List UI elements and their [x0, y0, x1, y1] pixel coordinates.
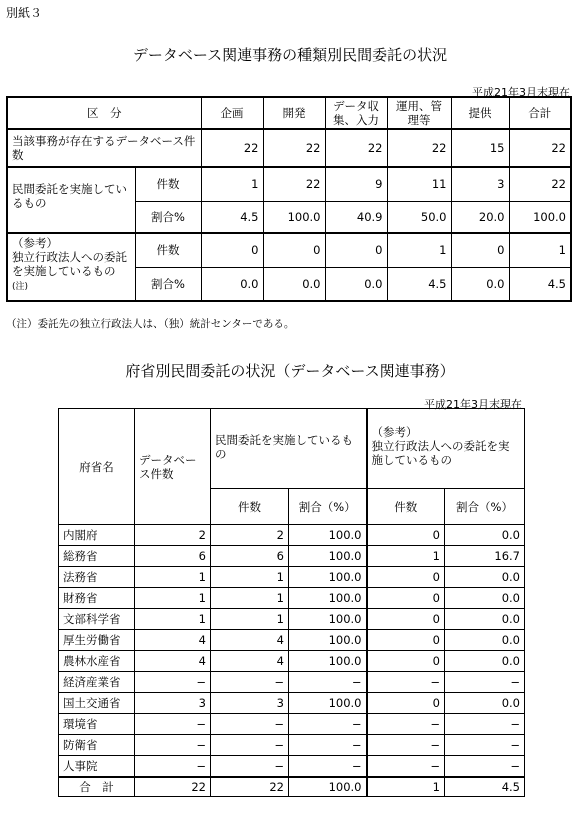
row-ref-label: 独立行政法人への委託を実施しているもの: [12, 250, 127, 278]
db-count: −: [135, 735, 211, 756]
table-row: [59, 735, 525, 756]
ministry-name: 環境省: [59, 714, 135, 735]
ministry-name: 文部科学省: [59, 609, 135, 630]
ref-count: −: [367, 714, 445, 735]
footnote: （注）委託先の独立行政法人は、（独）統計センターである。: [6, 318, 295, 330]
as-of-date-2: 平成21年3月末現在: [424, 398, 522, 411]
private-count: −: [211, 714, 289, 735]
ref-count: 1: [367, 546, 445, 567]
row-ref-label-cell: [7, 233, 135, 301]
title-type-table: データベース関連事務の種類別民間委託の状況: [132, 46, 448, 64]
ref-count: −: [367, 756, 445, 777]
db-count: 1: [135, 609, 211, 630]
ministry-name: 厚生労働省: [59, 630, 135, 651]
row-private-count: 1: [201, 167, 263, 201]
private-ratio: 100.0: [289, 588, 367, 609]
table-row: [59, 651, 525, 672]
ref-ratio: 0.0: [445, 609, 525, 630]
ref-count: 0: [367, 693, 445, 714]
row-exist-value: 22: [201, 129, 263, 167]
db-count: 2: [135, 525, 211, 546]
header-ref-ratio: 割合（%）: [445, 489, 525, 525]
row-private-count: 11: [387, 167, 451, 201]
ministry-table: [58, 408, 525, 797]
db-count: 4: [135, 651, 211, 672]
db-count: −: [135, 756, 211, 777]
private-count: 3: [211, 693, 289, 714]
db-count: 1: [135, 588, 211, 609]
row-exist-value: 22: [509, 129, 571, 167]
header-ref-cell: [367, 409, 525, 489]
header-col: 合計: [509, 97, 571, 129]
row-exist-value: 22: [325, 129, 387, 167]
total-label: 合 計: [59, 777, 135, 797]
header-private: 民間委託を実施しているもの: [211, 409, 367, 489]
ref-count: 0: [367, 588, 445, 609]
row-ref-ratio: 0.0: [451, 267, 509, 301]
private-count: 2: [211, 525, 289, 546]
total-private-count: 22: [211, 777, 289, 797]
table-row: [59, 672, 525, 693]
ministry-rows: [59, 525, 525, 777]
row-private-ratio: 50.0: [387, 201, 451, 233]
header-db-count: データベース件数: [135, 409, 211, 525]
row-exist-value: 15: [451, 129, 509, 167]
db-count: 4: [135, 630, 211, 651]
row-ref-note-mark: (注): [12, 282, 29, 292]
ref-count: 0: [367, 630, 445, 651]
row-ref-ratio: 4.5: [387, 267, 451, 301]
row-private-ratio: 100.0: [509, 201, 571, 233]
private-ratio: 100.0: [289, 546, 367, 567]
ministry-name: 財務省: [59, 588, 135, 609]
header-kubun: 区 分: [7, 97, 201, 129]
private-count: 1: [211, 567, 289, 588]
ref-ratio: 0.0: [445, 525, 525, 546]
table-row: [59, 567, 525, 588]
ref-count: 0: [367, 525, 445, 546]
table-row: [59, 588, 525, 609]
row-ref-count: 0: [325, 233, 387, 267]
ref-count: 0: [367, 651, 445, 672]
ministry-name: 総務省: [59, 546, 135, 567]
private-ratio: 100.0: [289, 630, 367, 651]
ref-ratio: 0.0: [445, 693, 525, 714]
total-ref-count: 1: [367, 777, 445, 797]
row-ref-ratio: 0.0: [263, 267, 325, 301]
header-ref: 独立行政法人への委託を実施しているもの: [371, 439, 510, 467]
ref-count: −: [367, 672, 445, 693]
private-ratio: 100.0: [289, 525, 367, 546]
private-ratio: 100.0: [289, 651, 367, 672]
total-db: 22: [135, 777, 211, 797]
ref-ratio: 0.0: [445, 651, 525, 672]
row-private-ratio-label: 割合%: [135, 201, 201, 233]
ref-ratio: −: [445, 756, 525, 777]
row-private-ratio: 4.5: [201, 201, 263, 233]
header-col: データ収集、入力: [325, 97, 387, 129]
row-ref-prefix: （参考）: [12, 236, 58, 250]
ministry-name: 経済産業省: [59, 672, 135, 693]
row-private-count: 3: [451, 167, 509, 201]
row-private-count: 9: [325, 167, 387, 201]
row-exist-label: 当該事務が存在するデータベース件数: [7, 129, 201, 167]
ministry-name: 農林水産省: [59, 651, 135, 672]
db-count: 3: [135, 693, 211, 714]
private-ratio: −: [289, 756, 367, 777]
type-table: [6, 96, 572, 302]
ministry-name: 法務省: [59, 567, 135, 588]
table-row: [59, 714, 525, 735]
private-count: 6: [211, 546, 289, 567]
row-ref-count: 0: [263, 233, 325, 267]
row-private-count: 22: [263, 167, 325, 201]
db-count: −: [135, 672, 211, 693]
private-count: 4: [211, 651, 289, 672]
total-ref-ratio: 4.5: [445, 777, 525, 797]
ref-count: 0: [367, 567, 445, 588]
row-ref-count-label: 件数: [135, 233, 201, 267]
private-ratio: −: [289, 735, 367, 756]
row-exist-value: 22: [263, 129, 325, 167]
ref-ratio: −: [445, 714, 525, 735]
table-row: [59, 609, 525, 630]
header-col: 運用、管理等: [387, 97, 451, 129]
private-ratio: 100.0: [289, 693, 367, 714]
ref-count: −: [367, 735, 445, 756]
private-count: 1: [211, 609, 289, 630]
row-private-count-label: 件数: [135, 167, 201, 201]
header-col: 企画: [201, 97, 263, 129]
as-of-date-1: 平成21年3月末現在: [472, 86, 570, 99]
ref-ratio: 0.0: [445, 588, 525, 609]
private-ratio: −: [289, 672, 367, 693]
header-ref-prefix: （参考）: [371, 425, 418, 439]
row-ref-count: 0: [451, 233, 509, 267]
row-private-label: 民間委託を実施しているもの: [7, 167, 135, 233]
ministry-name: 防衛省: [59, 735, 135, 756]
private-ratio: −: [289, 714, 367, 735]
row-ref-ratio-label: 割合%: [135, 267, 201, 301]
private-ratio: 100.0: [289, 609, 367, 630]
header-private-count: 件数: [211, 489, 289, 525]
db-count: −: [135, 714, 211, 735]
table-row-total: [59, 777, 525, 797]
header-ministry: 府省名: [59, 409, 135, 525]
header-private-ratio: 割合（%）: [289, 489, 367, 525]
row-exist-value: 22: [387, 129, 451, 167]
ref-ratio: 0.0: [445, 567, 525, 588]
row-ref-count: 1: [509, 233, 571, 267]
private-count: −: [211, 672, 289, 693]
ref-ratio: −: [445, 672, 525, 693]
private-ratio: 100.0: [289, 567, 367, 588]
header-col: 提供: [451, 97, 509, 129]
ministry-name: 人事院: [59, 756, 135, 777]
title-ministry-table: 府省別民間委託の状況（データベース関連事務）: [125, 362, 455, 380]
row-ref-ratio: 0.0: [325, 267, 387, 301]
table-row: [59, 546, 525, 567]
private-count: −: [211, 756, 289, 777]
ref-count: 0: [367, 609, 445, 630]
private-count: 4: [211, 630, 289, 651]
ministry-name: 内閣府: [59, 525, 135, 546]
private-count: −: [211, 735, 289, 756]
ref-ratio: −: [445, 735, 525, 756]
table-row: [59, 756, 525, 777]
row-ref-ratio: 4.5: [509, 267, 571, 301]
row-private-ratio: 100.0: [263, 201, 325, 233]
ref-ratio: 0.0: [445, 630, 525, 651]
row-private-ratio: 40.9: [325, 201, 387, 233]
table-row: [59, 693, 525, 714]
ministry-name: 国土交通省: [59, 693, 135, 714]
table-row: [59, 525, 525, 546]
header-col: 開発: [263, 97, 325, 129]
row-ref-ratio: 0.0: [201, 267, 263, 301]
header-ref-count: 件数: [367, 489, 445, 525]
row-ref-count: 0: [201, 233, 263, 267]
row-private-ratio: 20.0: [451, 201, 509, 233]
db-count: 1: [135, 567, 211, 588]
total-private-ratio: 100.0: [289, 777, 367, 797]
row-ref-count: 1: [387, 233, 451, 267]
table-row: [59, 630, 525, 651]
row-private-count: 22: [509, 167, 571, 201]
document-corner-label: 別紙３: [6, 6, 43, 20]
db-count: 6: [135, 546, 211, 567]
ref-ratio: 16.7: [445, 546, 525, 567]
private-count: 1: [211, 588, 289, 609]
